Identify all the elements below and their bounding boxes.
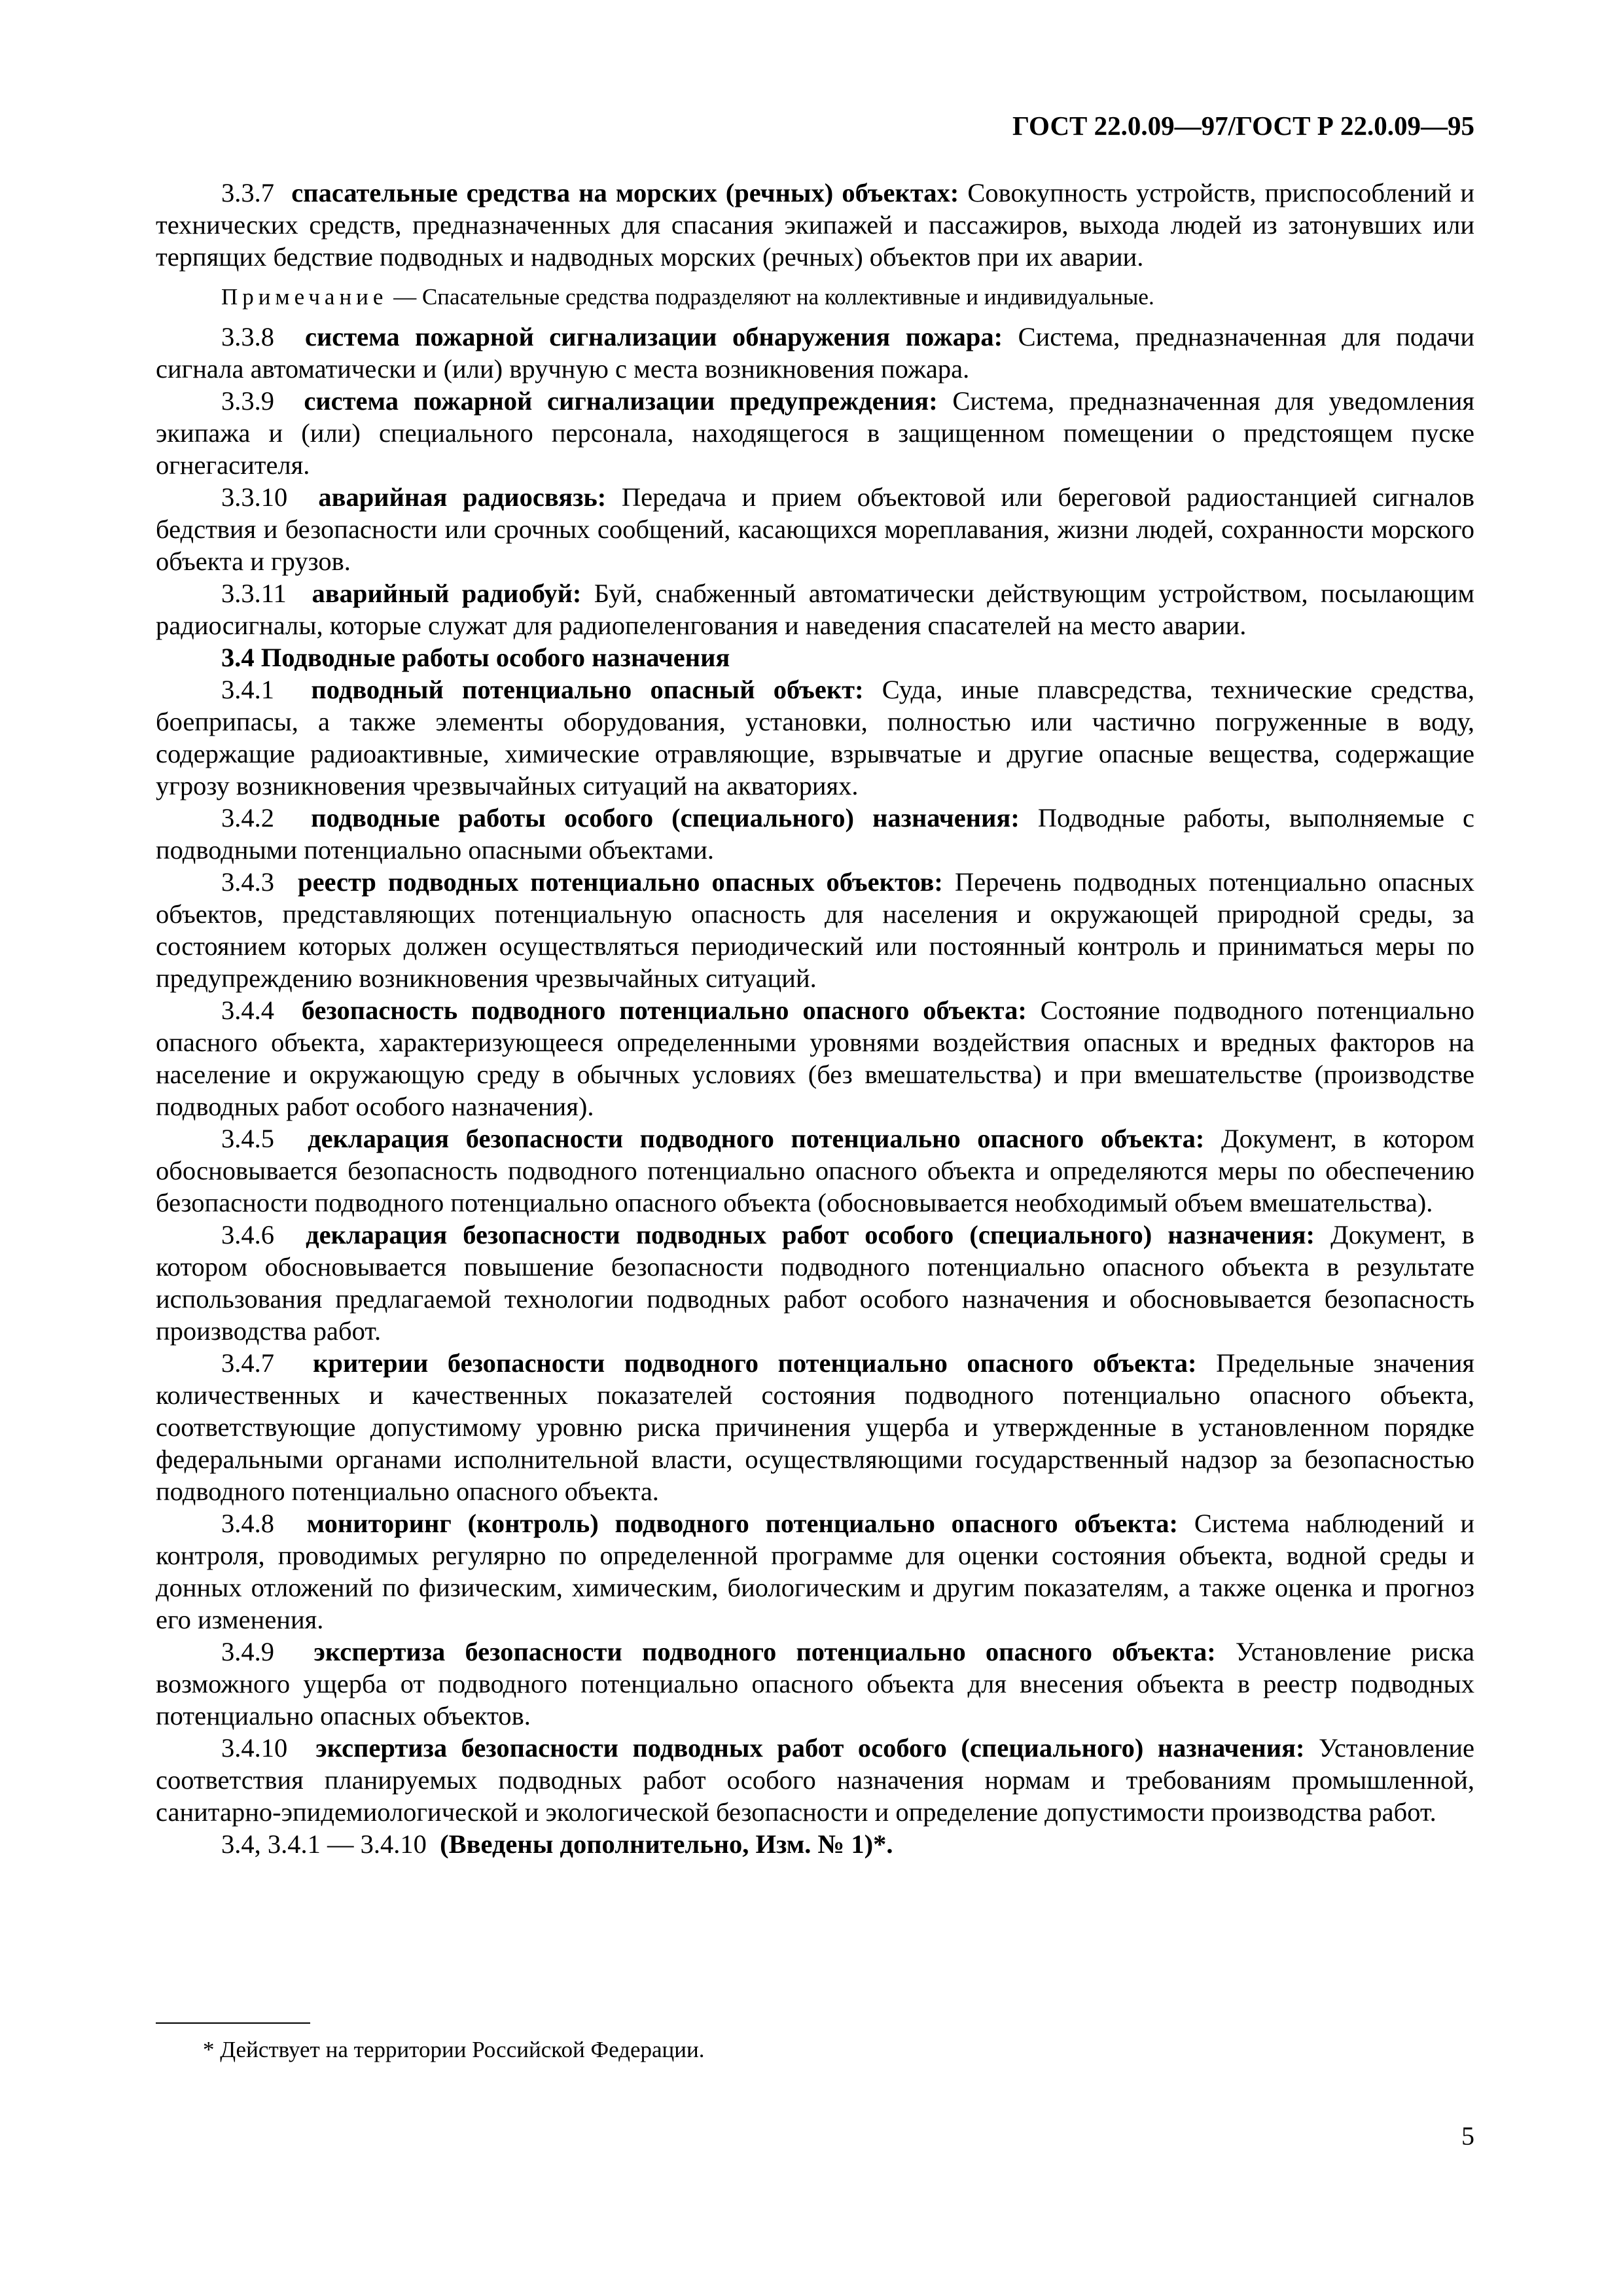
amendment-note	[156, 1828, 1474, 1860]
page-number: 5	[1461, 2121, 1474, 2151]
clause-3-4-3	[156, 866, 1474, 994]
clause-number: 3.4.2	[221, 803, 274, 833]
clause-text: Совокупность устройств, приспособлений и технических средств, предназначенных для спасания экипажей и пассажиров, выхода людей из затонувших или терпящих бедствие подводных и надводных морских (речных) объектов при их аварии.	[156, 178, 1475, 272]
clause-3-3-10	[156, 481, 1474, 577]
clause-term: система пожарной сигнализации предупреждения:	[304, 386, 938, 416]
clause-number: 3.4.4	[221, 996, 274, 1025]
note	[156, 281, 1474, 313]
clause-number: 3.4.6	[221, 1220, 274, 1249]
clause-term: критерии безопасности подводного потенциально опасного объекта:	[313, 1348, 1197, 1378]
clause-3-3-8	[156, 321, 1474, 385]
clause-3-4-5	[156, 1122, 1474, 1219]
clause-number: 3.4.1	[221, 675, 274, 704]
clause-text: Состояние подводного потенциально опасного объекта, характеризующееся определенными уровнями воздействия опасных и вредных факторов на население и окружающую среду в обычных условиях (без вмешательства) и при вмешательстве (производстве подводных работ особого назначения).	[156, 996, 1475, 1121]
clause-number: 3.3.8	[221, 322, 274, 351]
note-text: — Спасательные средства подразделяют на коллективные и индивидуальные.	[393, 284, 1154, 310]
clause-text: Перечень подводных потенциально опасных объектов, представляющих потенциальную опасность для населения и окружающей природной среды, за состоянием которых должен осуществляться периодический или постоянный контроль и приниматься меры по предупреждению возникновения чрезвычайных ситуаций.	[156, 867, 1475, 993]
clause-text: Предельные значения количественных и качественных показателей состояния подводного потенциально опасного объекта, соответствующие допустимому уровню риска причинения ущерба и утвержденные в установленном порядке федеральными органами исполнительной власти, осуществляющими государственный надзор за безопасностью подводного потенциально опасного объекта.	[156, 1348, 1475, 1506]
clause-number: 3.4.3	[221, 867, 274, 897]
clause-term: реестр подводных потенциально опасных объектов:	[298, 867, 943, 897]
clause-3-4-6	[156, 1219, 1474, 1347]
clause-term: аварийный радиобуй:	[312, 579, 582, 608]
clause-number: 3.4.8	[221, 1509, 274, 1538]
clause-text: Система, предназначенная для уведомления экипажа и (или) специального персонала, находящегося в защищенном помещении о предстоящем пуске огнегасителя.	[156, 386, 1475, 480]
amendment-refs: 3.4, 3.4.1 — 3.4.10	[221, 1829, 427, 1859]
document-header: ГОСТ 22.0.09—97/ГОСТ Р 22.0.09—95	[1012, 111, 1474, 141]
clause-number: 3.3.10	[221, 482, 288, 512]
clause-term: спасательные средства на морских (речных) объектах:	[291, 178, 959, 207]
clause-text: Установление риска возможного ущерба от подводного потенциально опасного объекта для внесения объекта в реестр подводных потенциально опасных объектов.	[156, 1637, 1475, 1731]
clause-text: Суда, иные плавсредства, технические средства, боеприпасы, а также элементы оборудования, установки, полностью или частично погруженные в воду, содержащие радиоактивные, химические отравляющие, взрывчатые и другие опасные вещества, содержащие угрозу возникновения чрезвычайных ситуаций на акваториях.	[156, 675, 1475, 800]
clause-number: 3.4.5	[221, 1124, 274, 1153]
clause-text: Буй, снабженный автоматически действующим устройством, посылающим радиосигналы, которые служат для радиопеленгования и наведения спасателей на место аварии.	[156, 579, 1475, 640]
clause-text: Система, предназначенная для подачи сигнала автоматически и (или) вручную с места возникновения пожара.	[156, 322, 1474, 384]
footnote: * Действует на территории Российской Федерации.	[203, 2037, 705, 2062]
clause-number: 3.4.10	[221, 1733, 288, 1763]
clause-3-4-8	[156, 1507, 1474, 1636]
clause-3-4-7	[156, 1347, 1474, 1507]
clause-number: 3.3.7	[221, 178, 274, 207]
clause-text: Документ, в котором обосновывается повышение безопасности подводного потенциально опасного объекта в результате использования предлагаемой технологии подводных работ особого назначения и обосновывается безопасность производства работ.	[156, 1220, 1474, 1346]
clause-term: система пожарной сигнализации обнаружения пожара:	[304, 322, 1003, 351]
clause-3-4-4	[156, 994, 1474, 1122]
clause-number: 3.4.7	[221, 1348, 274, 1378]
clause-text: Документ, в котором обосновывается безопасность подводного потенциально опасного объекта и определяются меры по обеспечению безопасности подводного потенциально опасного объекта (обосновывается необходимый объем вмешательства).	[156, 1124, 1475, 1217]
clause-text: Передача и прием объектовой или береговой радиостанцией сигналов бедствия и безопасности или срочных сообщений, касающихся мореплавания, жизни людей, сохранности морского объекта и грузов.	[156, 482, 1474, 576]
note-label: Примечание	[221, 284, 388, 310]
clause-text: Подводные работы, выполняемые с подводными потенциально опасными объектами.	[156, 803, 1475, 865]
clause-term: мониторинг (контроль) подводного потенциально опасного объекта:	[306, 1509, 1179, 1538]
clause-3-3-11	[156, 577, 1474, 641]
clause-3-4-2	[156, 802, 1474, 866]
clause-3-4-9	[156, 1636, 1474, 1732]
clause-number: 3.3.9	[221, 386, 274, 416]
document-body	[156, 177, 1474, 1860]
clause-3-4-10	[156, 1732, 1474, 1828]
clause-term: экспертиза безопасности подводного потенциально опасного объекта:	[313, 1637, 1216, 1666]
clause-number: 3.3.11	[221, 579, 287, 608]
clause-3-4-1	[156, 673, 1474, 802]
clause-term: декларация безопасности подводного потенциально опасного объекта:	[308, 1124, 1205, 1153]
clause-term: экспертиза безопасности подводных работ особого (специального) назначения:	[315, 1733, 1305, 1763]
clause-term: аварийная радиосвязь:	[318, 482, 607, 512]
footnote-divider	[156, 2022, 310, 2024]
clause-3-3-7	[156, 177, 1474, 273]
clause-term: декларация безопасности подводных работ особого (специального) назначения:	[306, 1220, 1315, 1249]
clause-number: 3.4.9	[221, 1637, 274, 1666]
section-heading: 3.4 Подводные работы особого назначения	[221, 643, 730, 672]
clause-text: Установление соответствия планируемых подводных работ особого назначения нормам и требованиям промышленной, санитарно-эпидемиологической и экологической безопасности и определение допустимости производства работ.	[156, 1733, 1475, 1827]
amendment-text: (Введены дополнительно, Изм. № 1)*.	[440, 1829, 893, 1859]
clause-term: подводный потенциально опасный объект:	[311, 675, 864, 704]
clause-text: Система наблюдений и контроля, проводимых регулярно по определенной программе для оценки состояния объекта, водной среды и донных отложений по физическим, химическим, биологическим и другим показателям, а также оценка и прогноз его изменения.	[156, 1509, 1475, 1634]
clause-term: подводные работы особого (специального) назначения:	[311, 803, 1020, 833]
clause-term: безопасность подводного потенциально опасного объекта:	[301, 996, 1027, 1025]
clause-3-3-9	[156, 385, 1474, 481]
